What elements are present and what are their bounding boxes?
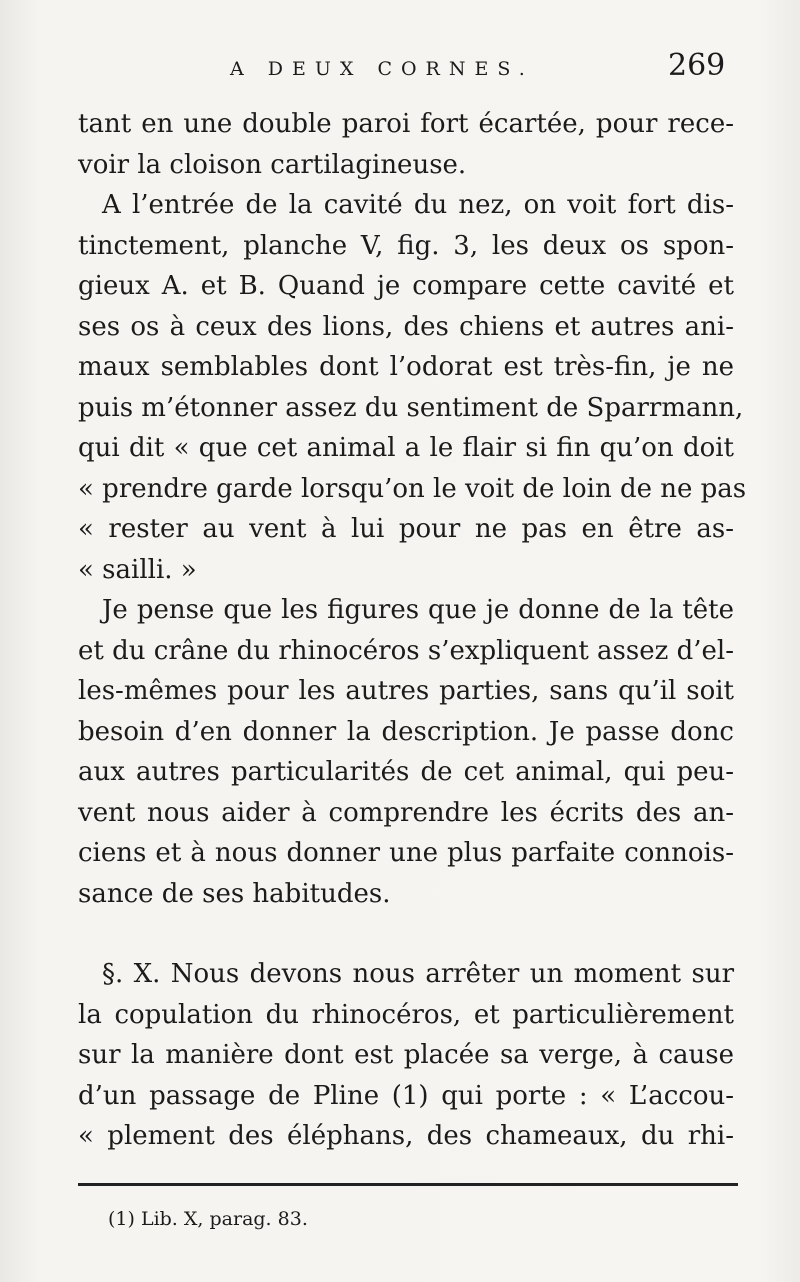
text-line: d’un passage de Pline (1) qui porte : « L’accou- xyxy=(78,1080,734,1111)
text-line: tinctement, planche V, fig. 3, les deux os spon- xyxy=(78,230,734,261)
footnote-rule xyxy=(78,1183,738,1186)
text-line: besoin d’en donner la description. Je passe donc xyxy=(78,716,734,747)
text-line: §. X. Nous devons nous arrêter un moment sur xyxy=(102,959,734,989)
running-title: A DEUX CORNES. xyxy=(230,58,534,80)
text-line: sur la manière dont est placée sa verge, à cause xyxy=(78,1040,734,1070)
section-gap xyxy=(78,914,734,954)
text-line: vent nous aider à comprendre les écrits des an- xyxy=(78,797,734,828)
text-line: « sailli. » xyxy=(78,554,197,585)
body-text xyxy=(78,104,747,1157)
text-line: Je pense que les figures que je donne de la tête xyxy=(102,595,734,625)
text-line: A l’entrée de la cavité du nez, on voit fort dis- xyxy=(102,190,734,220)
page-number: 269 xyxy=(668,48,726,83)
text-line: « prendre garde lorsqu’on le voit de loin de ne pas xyxy=(78,473,747,504)
text-line: ses os à ceux des lions, des chiens et autres ani- xyxy=(78,311,734,342)
footnote: (1) Lib. X, parag. 83. xyxy=(108,1208,308,1230)
text-line: aux autres particularités de cet animal, qui peu- xyxy=(78,757,734,787)
text-line: ciens et à nous donner une plus parfaite connois- xyxy=(78,838,734,868)
text-line: puis m’étonner assez du sentiment de Sparrmann, xyxy=(78,392,744,423)
text-line: les-mêmes pour les autres parties, sans qu’il soit xyxy=(78,676,734,706)
text-line: voir la cloison cartilagineuse. xyxy=(78,149,467,180)
text-line: et du crâne du rhinocéros s’expliquent assez d’el- xyxy=(78,635,734,666)
text-line: maux semblables dont l’odorat est très-fin, je ne xyxy=(78,352,734,382)
text-line: tant en une double paroi fort écartée, pour rece- xyxy=(78,109,734,139)
text-line: « rester au vent à lui pour ne pas en être as- xyxy=(78,514,734,544)
text-line: sance de ses habitudes. xyxy=(78,878,391,909)
text-line: qui dit « que cet animal a le flair si fin qu’on doit xyxy=(78,433,734,463)
text-line: la copulation du rhinocéros, et particulièrement xyxy=(78,999,734,1030)
text-line: « plement des éléphans, des chameaux, du rhi- xyxy=(78,1121,734,1151)
text-line: gieux A. et B. Quand je compare cette cavité et xyxy=(78,271,734,301)
